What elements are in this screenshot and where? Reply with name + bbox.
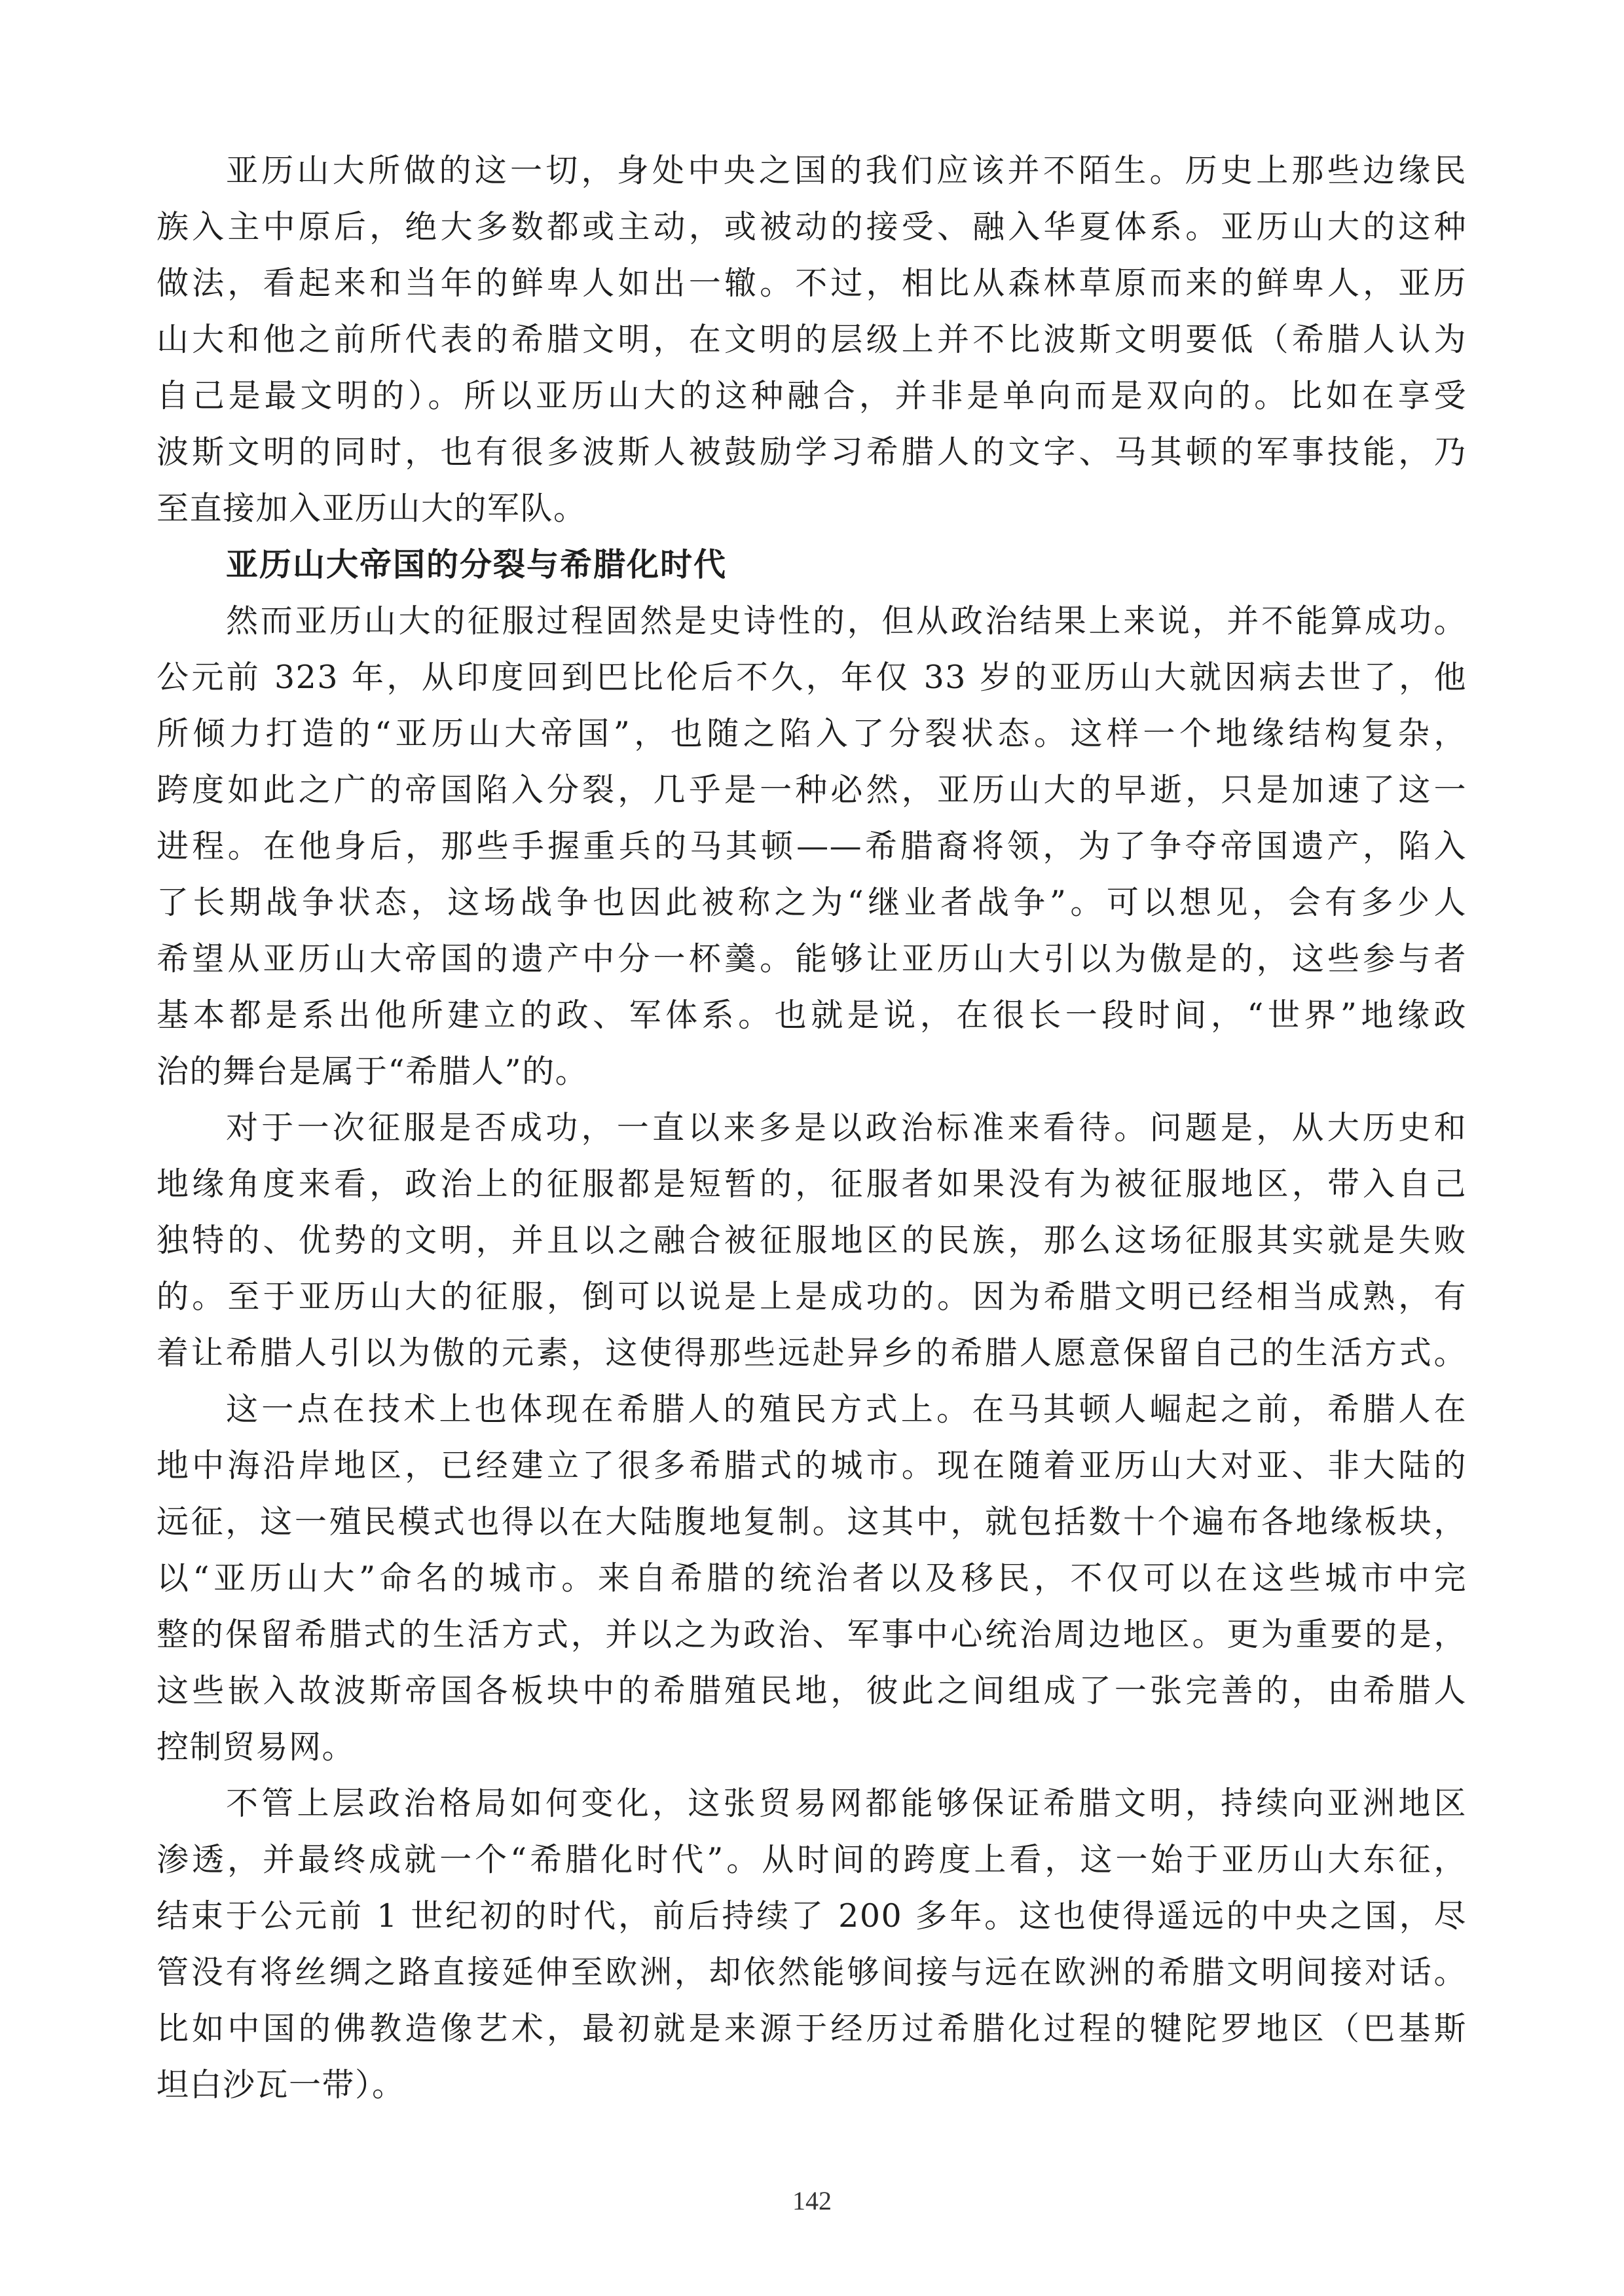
text-line: 着让希腊人引以为傲的元素，这使得那些远赴异乡的希腊人愿意保留自己的生活方式。 [157,1334,1467,1372]
paragraph-3 [157,1100,1467,1381]
paragraph-2 [157,593,1467,1100]
text-line: 自己是最文明的）。所以亚历山大的这种融合，并非是单向而是双向的。比如在享受 [157,377,1467,414]
text-line: 地缘角度来看，政治上的征服都是短暂的，征服者如果没有为被征服地区，带入自己 [157,1165,1467,1203]
text-line: 对于一次征服是否成功，一直以来多是以政治标准来看待。问题是，从大历史和 [226,1109,1467,1146]
text-line: 控制贸易网。 [157,1728,356,1766]
text-line: 坦白沙瓦一带）。 [157,2066,405,2104]
text-line: 独特的、优势的文明，并且以之融合被征服地区的民族，那么这场征服其实就是失败 [157,1222,1467,1259]
text-line: 这一点在技术上也体现在希腊人的殖民方式上。在马其顿人崛起之前，希腊人在 [226,1391,1467,1428]
text-line: 渗透，并最终成就一个“希腊化时代”。从时间的跨度上看，这一始于亚历山大东征， [157,1841,1467,1878]
text-line: 所倾力打造的“亚历山大帝国”，也随之陷入了分裂状态。这样一个地缘结构复杂， [157,715,1467,752]
text-line: 的。至于亚历山大的征服，倒可以说是上是成功的。因为希腊文明已经相当成熟，有 [157,1278,1467,1315]
text-line: 这些嵌入故波斯帝国各板块中的希腊殖民地，彼此之间组成了一张完善的，由希腊人 [157,1672,1467,1709]
paragraph-4 [157,1381,1467,1776]
text-line: 波斯文明的同时，也有很多波斯人被鼓励学习希腊人的文字、马其顿的军事技能，乃 [157,433,1467,471]
text-line: 希望从亚历山大帝国的遗产中分一杯羹。能够让亚历山大引以为傲是的，这些参与者 [157,940,1467,977]
text-line: 地中海沿岸地区，已经建立了很多希腊式的城市。现在随着亚历山大对亚、非大陆的 [157,1447,1467,1484]
body-text [157,143,1467,2113]
section-heading: 亚历山大帝国的分裂与希腊化时代 [226,546,728,583]
text-line: 不管上层政治格局如何变化，这张贸易网都能够保证希腊文明，持续向亚洲地区 [226,1785,1467,1822]
text-line: 族入主中原后，绝大多数都或主动，或被动的接受、融入华夏体系。亚历山大的这种 [157,208,1467,246]
text-line: 管没有将丝绸之路直接延伸至欧洲，却依然能够间接与远在欧洲的希腊文明间接对话。 [157,1954,1467,1991]
text-line: 整的保留希腊式的生活方式，并以之为政治、军事中心统治周边地区。更为重要的是， [157,1616,1467,1653]
text-line: 至直接加入亚历山大的军队。 [157,490,587,527]
text-line: 基本都是系出他所建立的政、军体系。也就是说，在很长一段时间，“世界”地缘政 [157,996,1467,1034]
page-number: 142 [792,2186,832,2215]
text-line: 治的舞台是属于“希腊人”的。 [157,1053,589,1090]
text-line: 山大和他之前所代表的希腊文明，在文明的层级上并不比波斯文明要低（希腊人认为 [157,321,1467,358]
paragraph-5 [157,1776,1467,2113]
text-line: 结束于公元前 1 世纪初的时代，前后持续了 200 多年。这也使得遥远的中央之国，尽 [157,1897,1467,1935]
text-line: 亚历山大所做的这一切，身处中央之国的我们应该并不陌生。历史上那些边缘民 [226,152,1467,189]
text-line: 以“亚历山大”命名的城市。来自希腊的统治者以及移民，不仅可以在这些城市中完 [157,1559,1467,1597]
text-line: 公元前 323 年，从印度回到巴比伦后不久，年仅 33 岁的亚历山大就因病去世了，他 [157,659,1467,696]
text-line: 跨度如此之广的帝国陷入分裂，几乎是一种必然，亚历山大的早逝，只是加速了这一 [157,771,1467,809]
text-line: 然而亚历山大的征服过程固然是史诗性的，但从政治结果上来说，并不能算成功。 [226,602,1467,640]
text-line: 了长期战争状态，这场战争也因此被称之为“继业者战争”。可以想见，会有多少人 [157,884,1467,921]
text-line: 远征，这一殖民模式也得以在大陆腹地复制。这其中，就包括数十个遍布各地缘板块， [157,1503,1467,1540]
text-line: 比如中国的佛教造像艺术，最初就是来源于经历过希腊化过程的犍陀罗地区（巴基斯 [157,2010,1467,2047]
text-line: 做法，看起来和当年的鲜卑人如出一辙。不过，相比从森林草原而来的鲜卑人，亚历 [157,264,1467,302]
paragraph-1 [157,143,1467,537]
text-line: 进程。在他身后，那些手握重兵的马其顿——希腊裔将领，为了争夺帝国遗产，陷入 [157,828,1467,865]
